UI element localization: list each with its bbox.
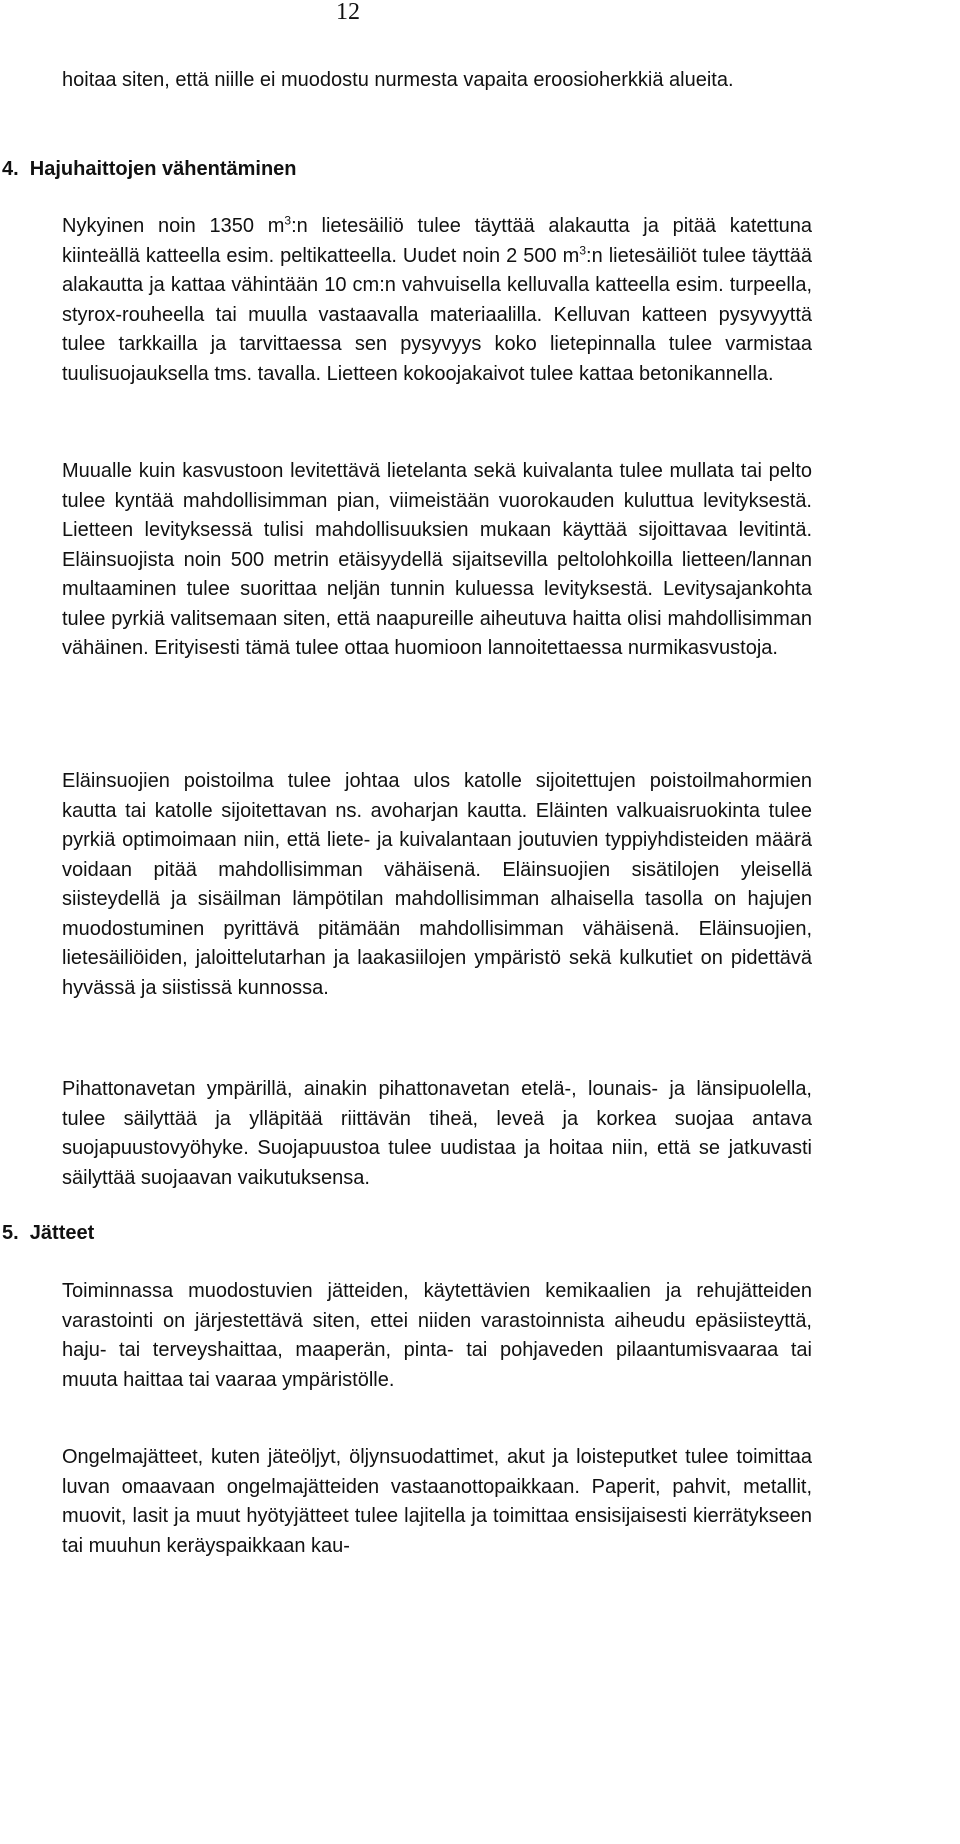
paragraph-lietesailio xyxy=(62,212,812,389)
superscript: 3 xyxy=(284,213,292,228)
section-heading-jatteet: 5. Jätteet xyxy=(2,1222,95,1244)
page-number: 12 xyxy=(336,0,360,25)
paragraph-jatteiden-varastointi: Toiminnassa muodostuvien jätteiden, käytettävien kemikaalien ja rehujätteiden varastointi on järjestettävä siten, ettei niiden varastoinnista aiheudu epäsiisteyttä, haju- tai terveyshaittaa, maaperän, pinta- tai pohjaveden pilaantumisvaaraa tai muuta haittaa tai vaaraa ympäristölle. xyxy=(62,1280,812,1391)
section-heading-hajuhaitat: 4. Hajuhaittojen vähentäminen xyxy=(2,158,297,180)
paragraph-suojapuusto: Pihattonavetan ympärillä, ainakin pihattonavetan etelä-, lounais- ja länsipuolella, tulee säilyttää ja ylläpitää riittävän tiheä, leveä ja korkea suojaa antava suojapuustovyöhyke. Suojapuustoa tulee uudistaa ja hoitaa niin, että se jatkuvasti säilyttää suojaavan vaikutuksensa. xyxy=(62,1078,812,1189)
paragraph-text: Nykyinen noin 1350 m xyxy=(62,215,285,237)
intro-paragraph: hoitaa siten, että niille ei muodostu nurmesta vapaita eroosioherkkiä alueita. xyxy=(62,69,734,91)
paragraph-text: :n lietesäiliö tulee täyttää alakautta ja pitää katettuna kiinteällä katteella esim. peltikatteella. Uudet noin 2 500 m xyxy=(62,215,812,267)
paragraph-poistoilma: Eläinsuojien poistoilma tulee johtaa ulos katolle sijoitettujen poistoilmahormien kautta tai katolle sijoitettavan ns. avoharjan kautta. Eläinten valkuaisruokinta tulee pyrkiä optimoimaan niin, että liete- ja kuivalantaan joutuvien typpiyhdisteiden määrä voidaan pitää mahdollisimman vähäisenä. Eläinsuojien sisätilojen yleisellä siisteydellä ja sisäilman lämpötilan mahdollisimman alhaisella tasolla on hajujen muodostuminen pyrittävä pitämään mahdollisimman vähäisenä. Eläinsuojien, lietesäiliöiden, jaloittelutarhan ja laakasiilojen ympäristö sekä kulkutiet on pidettävä hyvässä ja siistissä kunnossa. xyxy=(62,770,812,999)
paragraph-text: :n lietesäiliöt tulee täyttää alakautta ja kattaa vähintään 10 cm:n vahvuisella kelluvalla katteella esim. turpeella, styrox-rouheella tai muulla vastaavalla materiaalilla. Kelluvan katteen pysyvyyttä tulee tarkkailla ja tarvittaessa sen pysyvyys koko lietepinnalla tulee varmistaa tuulisuojauksella tms. tavalla. Lietteen kokoojakaivot tulee kattaa betonikannella. xyxy=(62,244,812,385)
superscript: 3 xyxy=(579,242,587,257)
paragraph-levitys: Muualle kuin kasvustoon levitettävä lietelanta sekä kuivalanta tulee mullata tai pelto tulee kyntää mahdollisimman pian, viimeistään vuorokauden kuluttua levityksestä. Lietteen levityksessä tulisi mahdollisuuksien mukaan käyttää sijoittavaa levitintä. Eläinsuojista noin 500 metrin etäisyydellä sijaitsevilla peltolohkoilla lietteen/lannan multaaminen tulee suorittaa neljän tunnin kuluessa levityksestä. Levitysajankohta tulee pyrkiä valitsemaan siten, että naapureille aiheutuva haitta olisi mahdollisimman vähäinen. Erityisesti tämä tulee ottaa huomioon lannoitettaessa nurmikasvustoja. xyxy=(62,460,812,659)
paragraph-ongelmajatteet: Ongelmajätteet, kuten jäteöljyt, öljynsuodattimet, akut ja loisteputket tulee toimittaa luvan omaavaan ongelmajätteiden vastaanottopaikkaan. Paperit, pahvit, metallit, muovit, lasit ja muut hyötyjätteet tulee lajitella ja toimittaa ensisijaisesti kierrätykseen tai muuhun keräyspaikkaan kau- xyxy=(62,1446,812,1557)
